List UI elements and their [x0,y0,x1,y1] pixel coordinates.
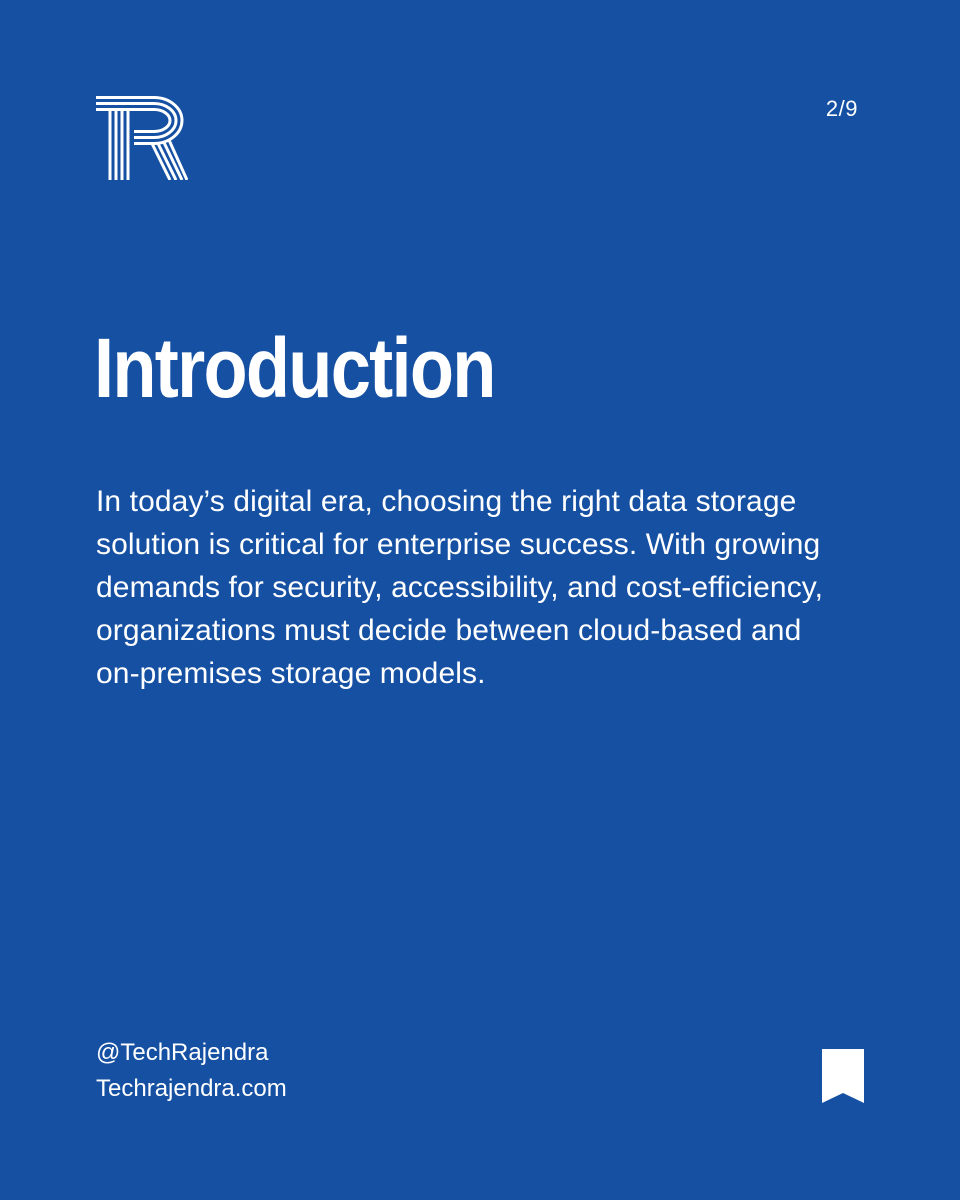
logo [96,96,188,180]
r-monogram-logo-icon [96,96,188,180]
website-link[interactable]: Techrajendra.com [96,1075,287,1102]
intro-paragraph: In today’s digital era, choosing the right data storage solution is critical for enterprise success. With growing demands for security, accessibility, and cost-efficiency, organizations must decide between cloud-based and on-premises storage models. [96,485,824,690]
bookmark-button[interactable] [822,1049,864,1103]
page-counter: 2/9 [825,96,858,121]
bookmark-icon [822,1049,864,1103]
social-handle[interactable]: @TechRajendra [96,1039,269,1066]
page-title: Introduction [94,321,495,415]
